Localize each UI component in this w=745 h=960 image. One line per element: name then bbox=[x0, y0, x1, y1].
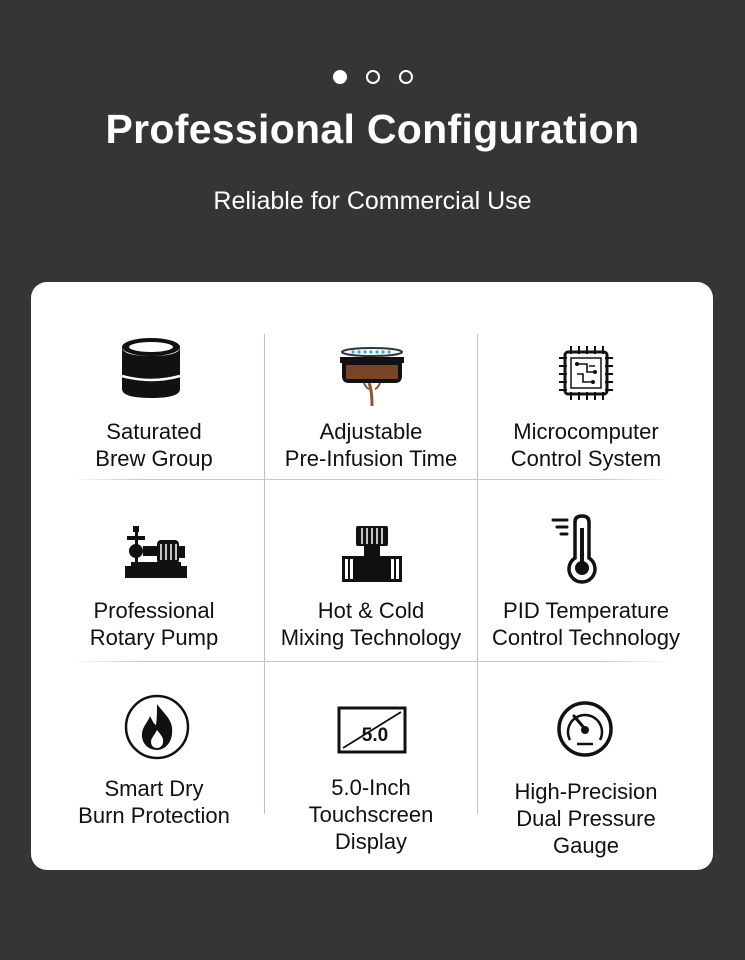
feature-label: 5.0-Inch Touchscreen Display bbox=[308, 775, 434, 854]
feature-card bbox=[31, 282, 713, 870]
feature-saturated-brew-group bbox=[31, 282, 277, 482]
feature-hot-cold-mixing bbox=[264, 480, 478, 662]
feature-label: Professional Rotary Pump bbox=[89, 598, 219, 650]
mixing-valve-icon bbox=[340, 524, 404, 584]
page-title: Professional Configuration bbox=[105, 106, 640, 152]
rotary-pump-icon bbox=[125, 524, 187, 580]
carousel-dots bbox=[0, 70, 745, 84]
feature-label: Adjustable Pre-Infusion Time bbox=[284, 419, 458, 471]
feature-dry-burn-protection bbox=[31, 662, 277, 870]
carousel-dot-2[interactable] bbox=[366, 70, 380, 84]
feature-label: Hot & Cold Mixing Technology bbox=[280, 598, 462, 650]
pre-infusion-icon bbox=[339, 346, 405, 408]
feature-pre-infusion-time bbox=[264, 282, 478, 482]
feature-microcomputer-control bbox=[477, 282, 695, 482]
feature-touchscreen-display bbox=[264, 662, 478, 870]
feature-dual-pressure-gauge bbox=[477, 662, 695, 870]
feature-label: Microcomputer Control System bbox=[510, 419, 662, 471]
carousel-dot-1[interactable] bbox=[333, 70, 347, 84]
carousel-dot-3[interactable] bbox=[399, 70, 413, 84]
feature-label: Smart Dry Burn Protection bbox=[78, 776, 230, 828]
feature-label: Saturated Brew Group bbox=[95, 419, 213, 471]
touchscreen-icon bbox=[337, 706, 407, 754]
feature-rotary-pump bbox=[31, 480, 277, 662]
pressure-gauge-icon bbox=[556, 700, 614, 758]
feature-pid-temperature bbox=[477, 480, 695, 662]
microchip-icon bbox=[557, 344, 615, 402]
thermometer-icon bbox=[551, 514, 603, 584]
feature-label: High-Precision Dual Pressure Gauge bbox=[514, 779, 658, 858]
feature-label: PID Temperature Control Technology bbox=[492, 598, 680, 650]
page-subtitle: Reliable for Commercial Use bbox=[213, 187, 532, 215]
flame-icon bbox=[124, 694, 190, 760]
screen-size-text: 5.0 bbox=[361, 725, 389, 746]
brew-group-icon bbox=[119, 336, 183, 402]
